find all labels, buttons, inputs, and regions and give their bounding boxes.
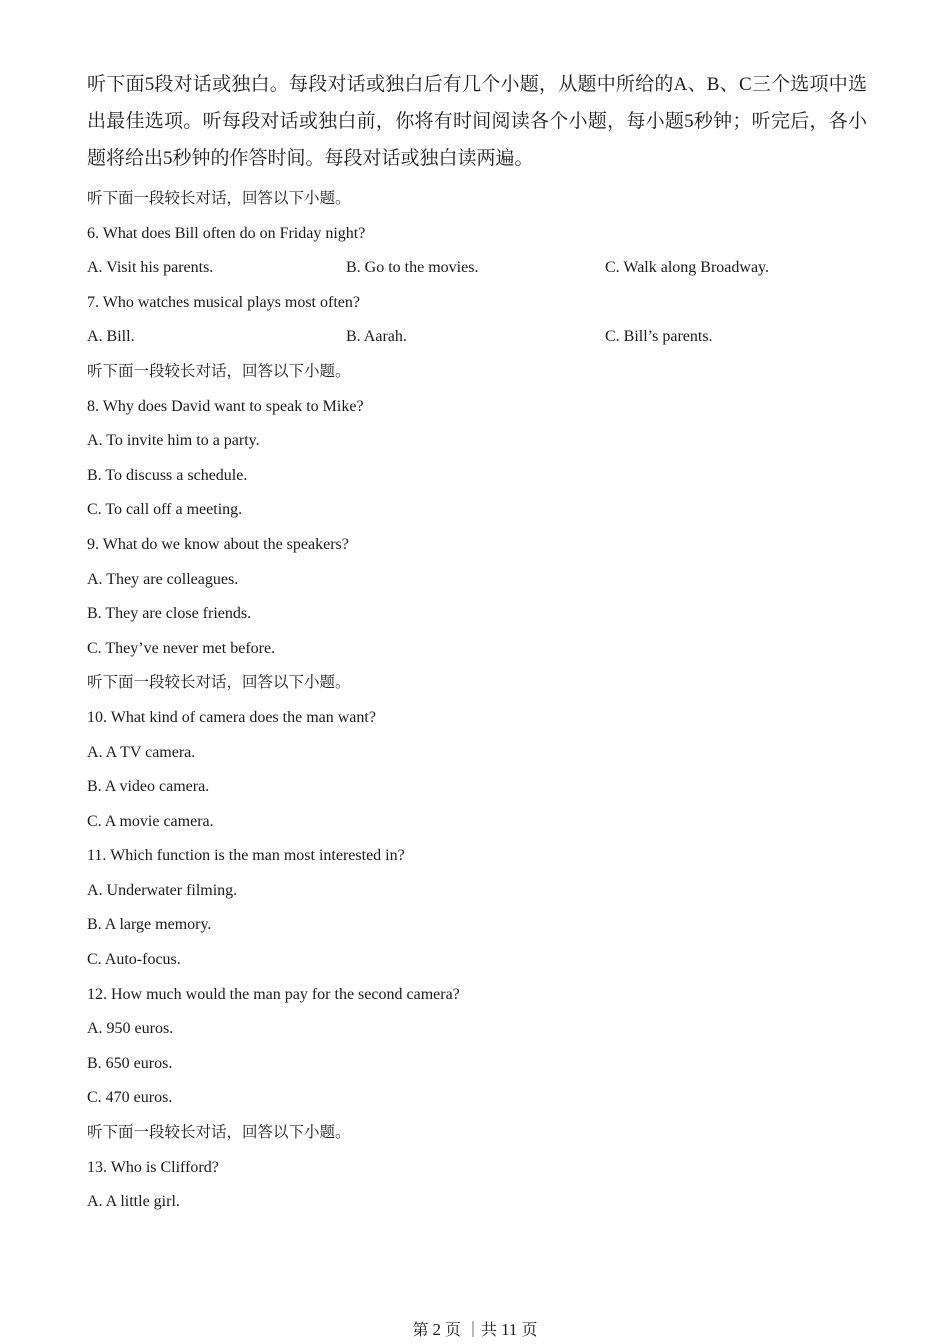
section-note: 听下面一段较长对话，回答以下小题。: [87, 1124, 351, 1142]
option-c: C. They’ve never met before.: [87, 639, 276, 657]
option-a: A. They are colleagues.: [87, 570, 239, 588]
option-a: A. Bill.: [87, 328, 135, 346]
footer-prefix: 第: [412, 1322, 429, 1339]
option-a: A. Visit his parents.: [87, 259, 214, 277]
section-note: 听下面一段较长对话，回答以下小题。: [87, 674, 351, 692]
document-page: [87, 66, 867, 1220]
question-12: 12. How much would the man pay for the second camera?: [87, 985, 460, 1003]
page-footer: [0, 1320, 950, 1341]
footer-suffix: 页: [521, 1322, 538, 1339]
option-a: A. To invite him to a party.: [87, 432, 260, 450]
option-c: C. Auto-focus.: [87, 951, 181, 969]
option-c: C. Bill’s parents.: [605, 328, 713, 346]
question-9: 9. What do we know about the speakers?: [87, 535, 349, 553]
total-page-count: 11: [501, 1320, 518, 1339]
option-a: A. A little girl.: [87, 1193, 180, 1211]
question-6: 6. What does Bill often do on Friday night?: [87, 224, 366, 242]
question-11: 11. Which function is the man most interested in?: [87, 847, 405, 865]
option-c: C. A movie camera.: [87, 812, 214, 830]
section-note: 听下面一段较长对话，回答以下小题。: [87, 362, 351, 380]
question-6-options: [87, 251, 867, 286]
option-b: B. Aarah.: [346, 328, 407, 346]
question-7-options: [87, 320, 867, 355]
option-a: A. 950 euros.: [87, 1020, 174, 1038]
option-b: B. They are close friends.: [87, 605, 252, 623]
option-b: B. A video camera.: [87, 778, 210, 796]
question-10: 10. What kind of camera does the man want?: [87, 708, 376, 726]
question-8: 8. Why does David want to speak to Mike?: [87, 397, 364, 415]
option-c: C. Walk along Broadway.: [605, 259, 770, 277]
section-note: 听下面一段较长对话，回答以下小题。: [87, 190, 351, 207]
question-13: 13. Who is Clifford?: [87, 1158, 219, 1176]
option-b: B. To discuss a schedule.: [87, 466, 248, 484]
question-7: 7. Who watches musical plays most often?: [87, 293, 360, 311]
option-c: C. To call off a meeting.: [87, 501, 243, 519]
option-b: B. 650 euros.: [87, 1054, 173, 1072]
option-c: C. 470 euros.: [87, 1089, 173, 1107]
option-a: A. Underwater filming.: [87, 881, 238, 899]
instructions: 听下面5段对话或独白。每段对话或独白后有几个小题，从题中所给的A、B、C三个选项中选出最佳选项。听每段对话或独白前，你将有时间阅读各个小题，每小题5秒钟；听完后，各小题将给出5秒钟的作答时间。每段对话或独白读两遍。: [87, 74, 867, 169]
option-a: A. A TV camera.: [87, 743, 196, 761]
current-page-number: 2: [432, 1320, 442, 1339]
option-b: B. Go to the movies.: [346, 259, 479, 277]
footer-middle: 页 ｜共: [445, 1322, 498, 1339]
option-b: B. A large memory.: [87, 916, 212, 934]
